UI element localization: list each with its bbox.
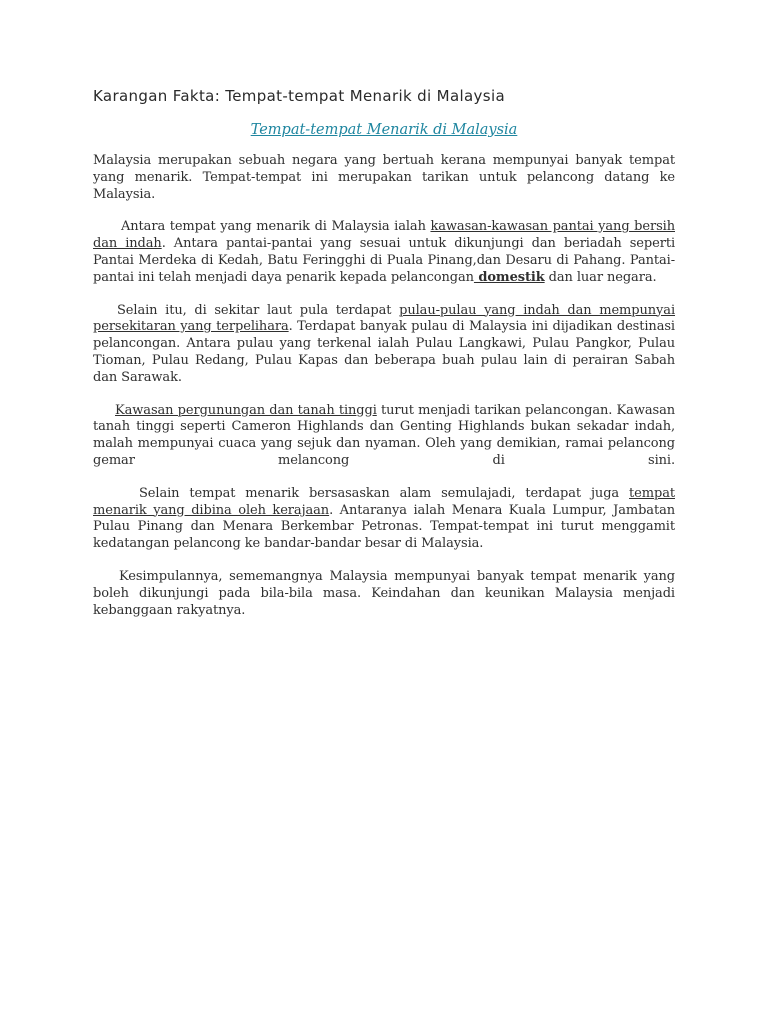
paragraph-highlands-underlined: Kawasan pergunungan dan tanah tinggi: [115, 402, 377, 418]
paragraph-islands-pre: Selain itu, di sekitar laut pula terdapat: [117, 302, 400, 318]
paragraph-islands-post: . Terdapat banyak pulau di Malaysia ini dijadikan destinasi pelancongan. Antara pulau yang terkenal ialah Pulau Langkawi, Pulau Pangkor, Pulau Tioman, Pulau Redang, Pulau Kapas dan beberapa buah pulau lain di perairan Sabah dan Sarawak.: [93, 319, 675, 385]
paragraph-beaches-bold: domestik: [473, 269, 545, 285]
paragraph-beaches: [93, 219, 675, 286]
paragraph-conclusion-text: Kesimpulannya, sememangnya Malaysia mempunyai banyak tempat menarik yang boleh dikunjungi pada bila-bila masa. Keindahan dan keunikan Malaysia menjadi kebanggaan rakyatnya.: [93, 568, 675, 618]
document-heading: Karangan Fakta: Tempat-tempat Menarik di Malaysia: [93, 87, 505, 105]
paragraph-beaches-post: dan luar negara.: [544, 269, 657, 285]
paragraph-conclusion: [93, 569, 675, 619]
document-page: [93, 86, 675, 635]
paragraph-islands: [93, 303, 675, 387]
paragraph-beaches-mid: . Antara pantai-pantai yang sesuai untuk dikunjungi dan beriadah seperti Pantai Merdeka di Kedah, Batu Feringghi di Puala Pinang,dan Desaru di Pahang. Pantai-pantai ini telah menjadi daya penarik kepada pelancongan: [93, 236, 675, 285]
paragraph-intro-text: Malaysia merupakan sebuah negara yang bertuah kerana mempunyai banyak tempat yang menarik. Tempat-tempat ini merupakan tarikan untuk pelancong datang ke Malaysia.: [93, 153, 675, 202]
paragraph-intro: [93, 153, 675, 203]
paragraph-government: [93, 486, 675, 553]
paragraph-beaches-underlined: kawasan-kawasan pantai yang bersih dan indah: [93, 219, 675, 252]
paragraph-government-post: . Antaranya ialah Menara Kuala Lumpur, Jambatan Pulau Pinang dan Menara Berkembar Petronas. Tempat-tempat ini turut menggamit kedatangan pelancong ke bandar-bandar besar di Malaysia.: [93, 502, 675, 552]
paragraph-government-pre: Selain tempat menarik bersasaskan alam semulajadi, terdapat juga: [139, 485, 630, 501]
paragraph-highlands-post: turut menjadi tarikan pelancongan. Kawasan tanah tinggi seperti Cameron Highlands dan Genting Highlands bukan sekadar indah, malah mempunyai cuaca yang sejuk dan nyaman. Oleh yang demikian, ramai pelancong gemar melancong di sini.: [93, 402, 675, 468]
paragraph-islands-underlined: pulau-pulau yang indah dan mempunyai persekitaran yang terpelihara: [93, 302, 676, 335]
paragraph-highlands: [93, 403, 675, 470]
document-subtitle: Tempat-tempat Menarik di Malaysia: [250, 122, 518, 138]
paragraph-beaches-pre: Antara tempat yang menarik di Malaysia ialah: [121, 219, 431, 235]
paragraph-government-underlined: tempat menarik yang dibina oleh kerajaan: [93, 485, 675, 518]
